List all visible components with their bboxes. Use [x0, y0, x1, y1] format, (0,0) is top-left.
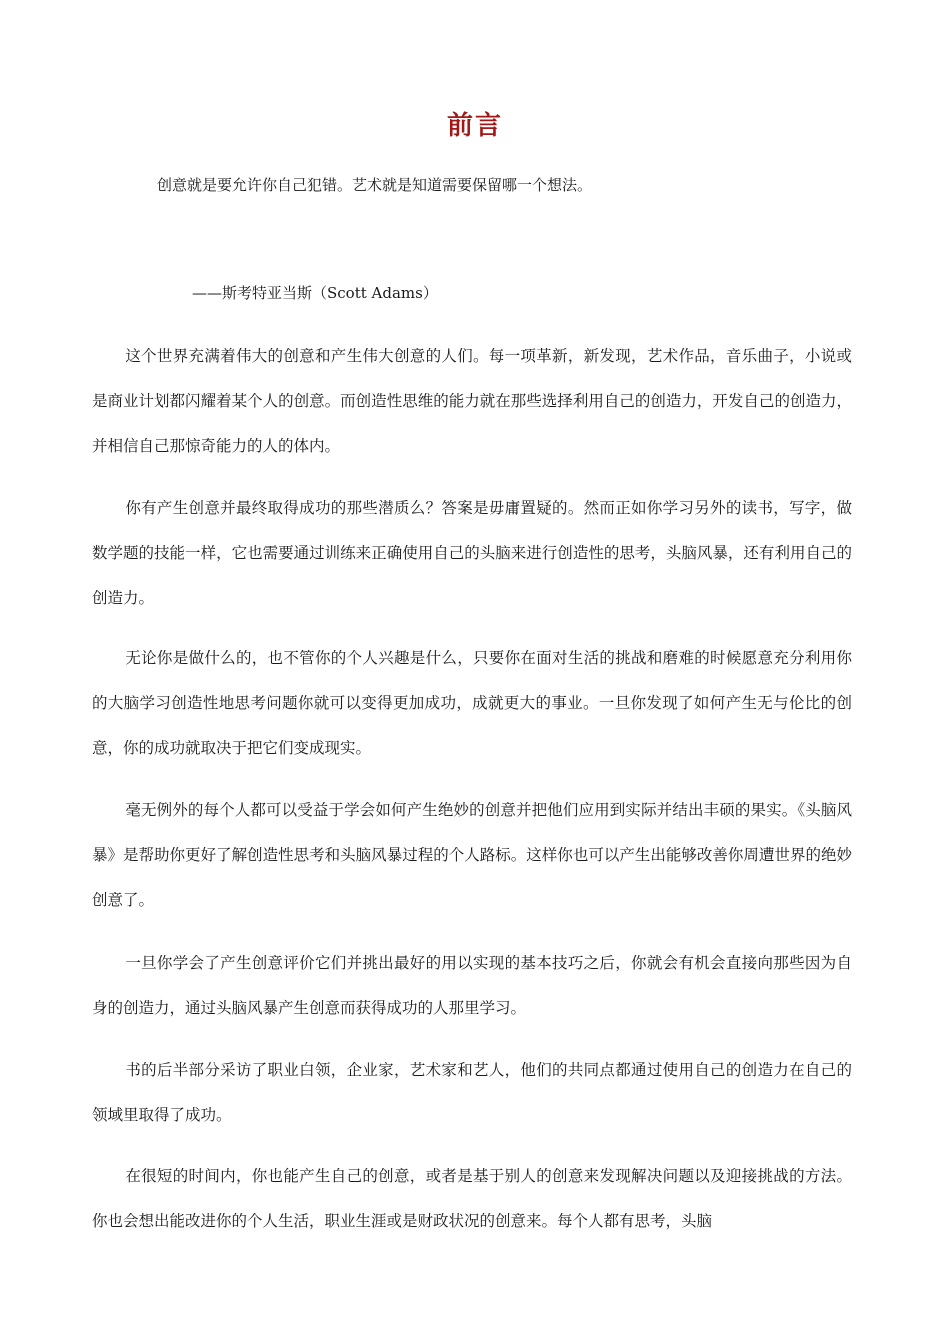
- paragraph-7: 在很短的时间内，你也能产生自己的创意，或者是基于别人的创意来发现解决问题以及迎接挑战的方法。你也会想出能改进你的个人生活，职业生涯或是财政状况的创意来。每个人都有思考，头脑: [92, 1167, 852, 1230]
- page-title: 前言: [446, 111, 503, 141]
- epigraph-quote: 创意就是要允许你自己犯错。艺术就是知道需要保留哪一个想法。: [157, 176, 593, 194]
- paragraph-5: 一旦你学会了产生创意评价它们并挑出最好的用以实现的基本技巧之后，你就会有机会直接向那些因为自身的创造力，通过头脑风暴产生创意而获得成功的人那里学习。: [92, 954, 852, 1017]
- paragraph-1: 这个世界充满着伟大的创意和产生伟大创意的人们。每一项革新，新发现，艺术作品，音乐曲子，小说或是商业计划都闪耀着某个人的创意。而创造性思维的能力就在那些选择利用自己的创造力，开发自己的创造力，并相信自己那惊奇能力的人的体内。: [92, 347, 852, 455]
- paragraph-6: 书的后半部分采访了职业白领，企业家，艺术家和艺人，他们的共同点都通过使用自己的创造力在自己的领域里取得了成功。: [92, 1061, 852, 1124]
- epigraph-attribution: ——斯考特亚当斯（Scott Adams）: [192, 284, 438, 302]
- paragraph-2: 你有产生创意并最终取得成功的那些潜质么？答案是毋庸置疑的。然而正如你学习另外的读书，写字，做数学题的技能一样，它也需要通过训练来正确使用自己的头脑来进行创造性的思考，头脑风暴，还有利用自己的创造力。: [92, 499, 852, 607]
- paragraph-3: 无论你是做什么的，也不管你的个人兴趣是什么，只要你在面对生活的挑战和磨难的时候愿意充分利用你的大脑学习创造性地思考问题你就可以变得更加成功，成就更大的事业。一旦你发现了如何产生无与伦比的创意，你的成功就取决于把它们变成现实。: [92, 649, 852, 757]
- paragraph-4: 毫无例外的每个人都可以受益于学会如何产生绝妙的创意并把他们应用到实际并结出丰硕的果实。《头脑风暴》是帮助你更好了解创造性思考和头脑风暴过程的个人路标。这样你也可以产生出能够改善你周遭世界的绝妙创意了。: [92, 801, 852, 909]
